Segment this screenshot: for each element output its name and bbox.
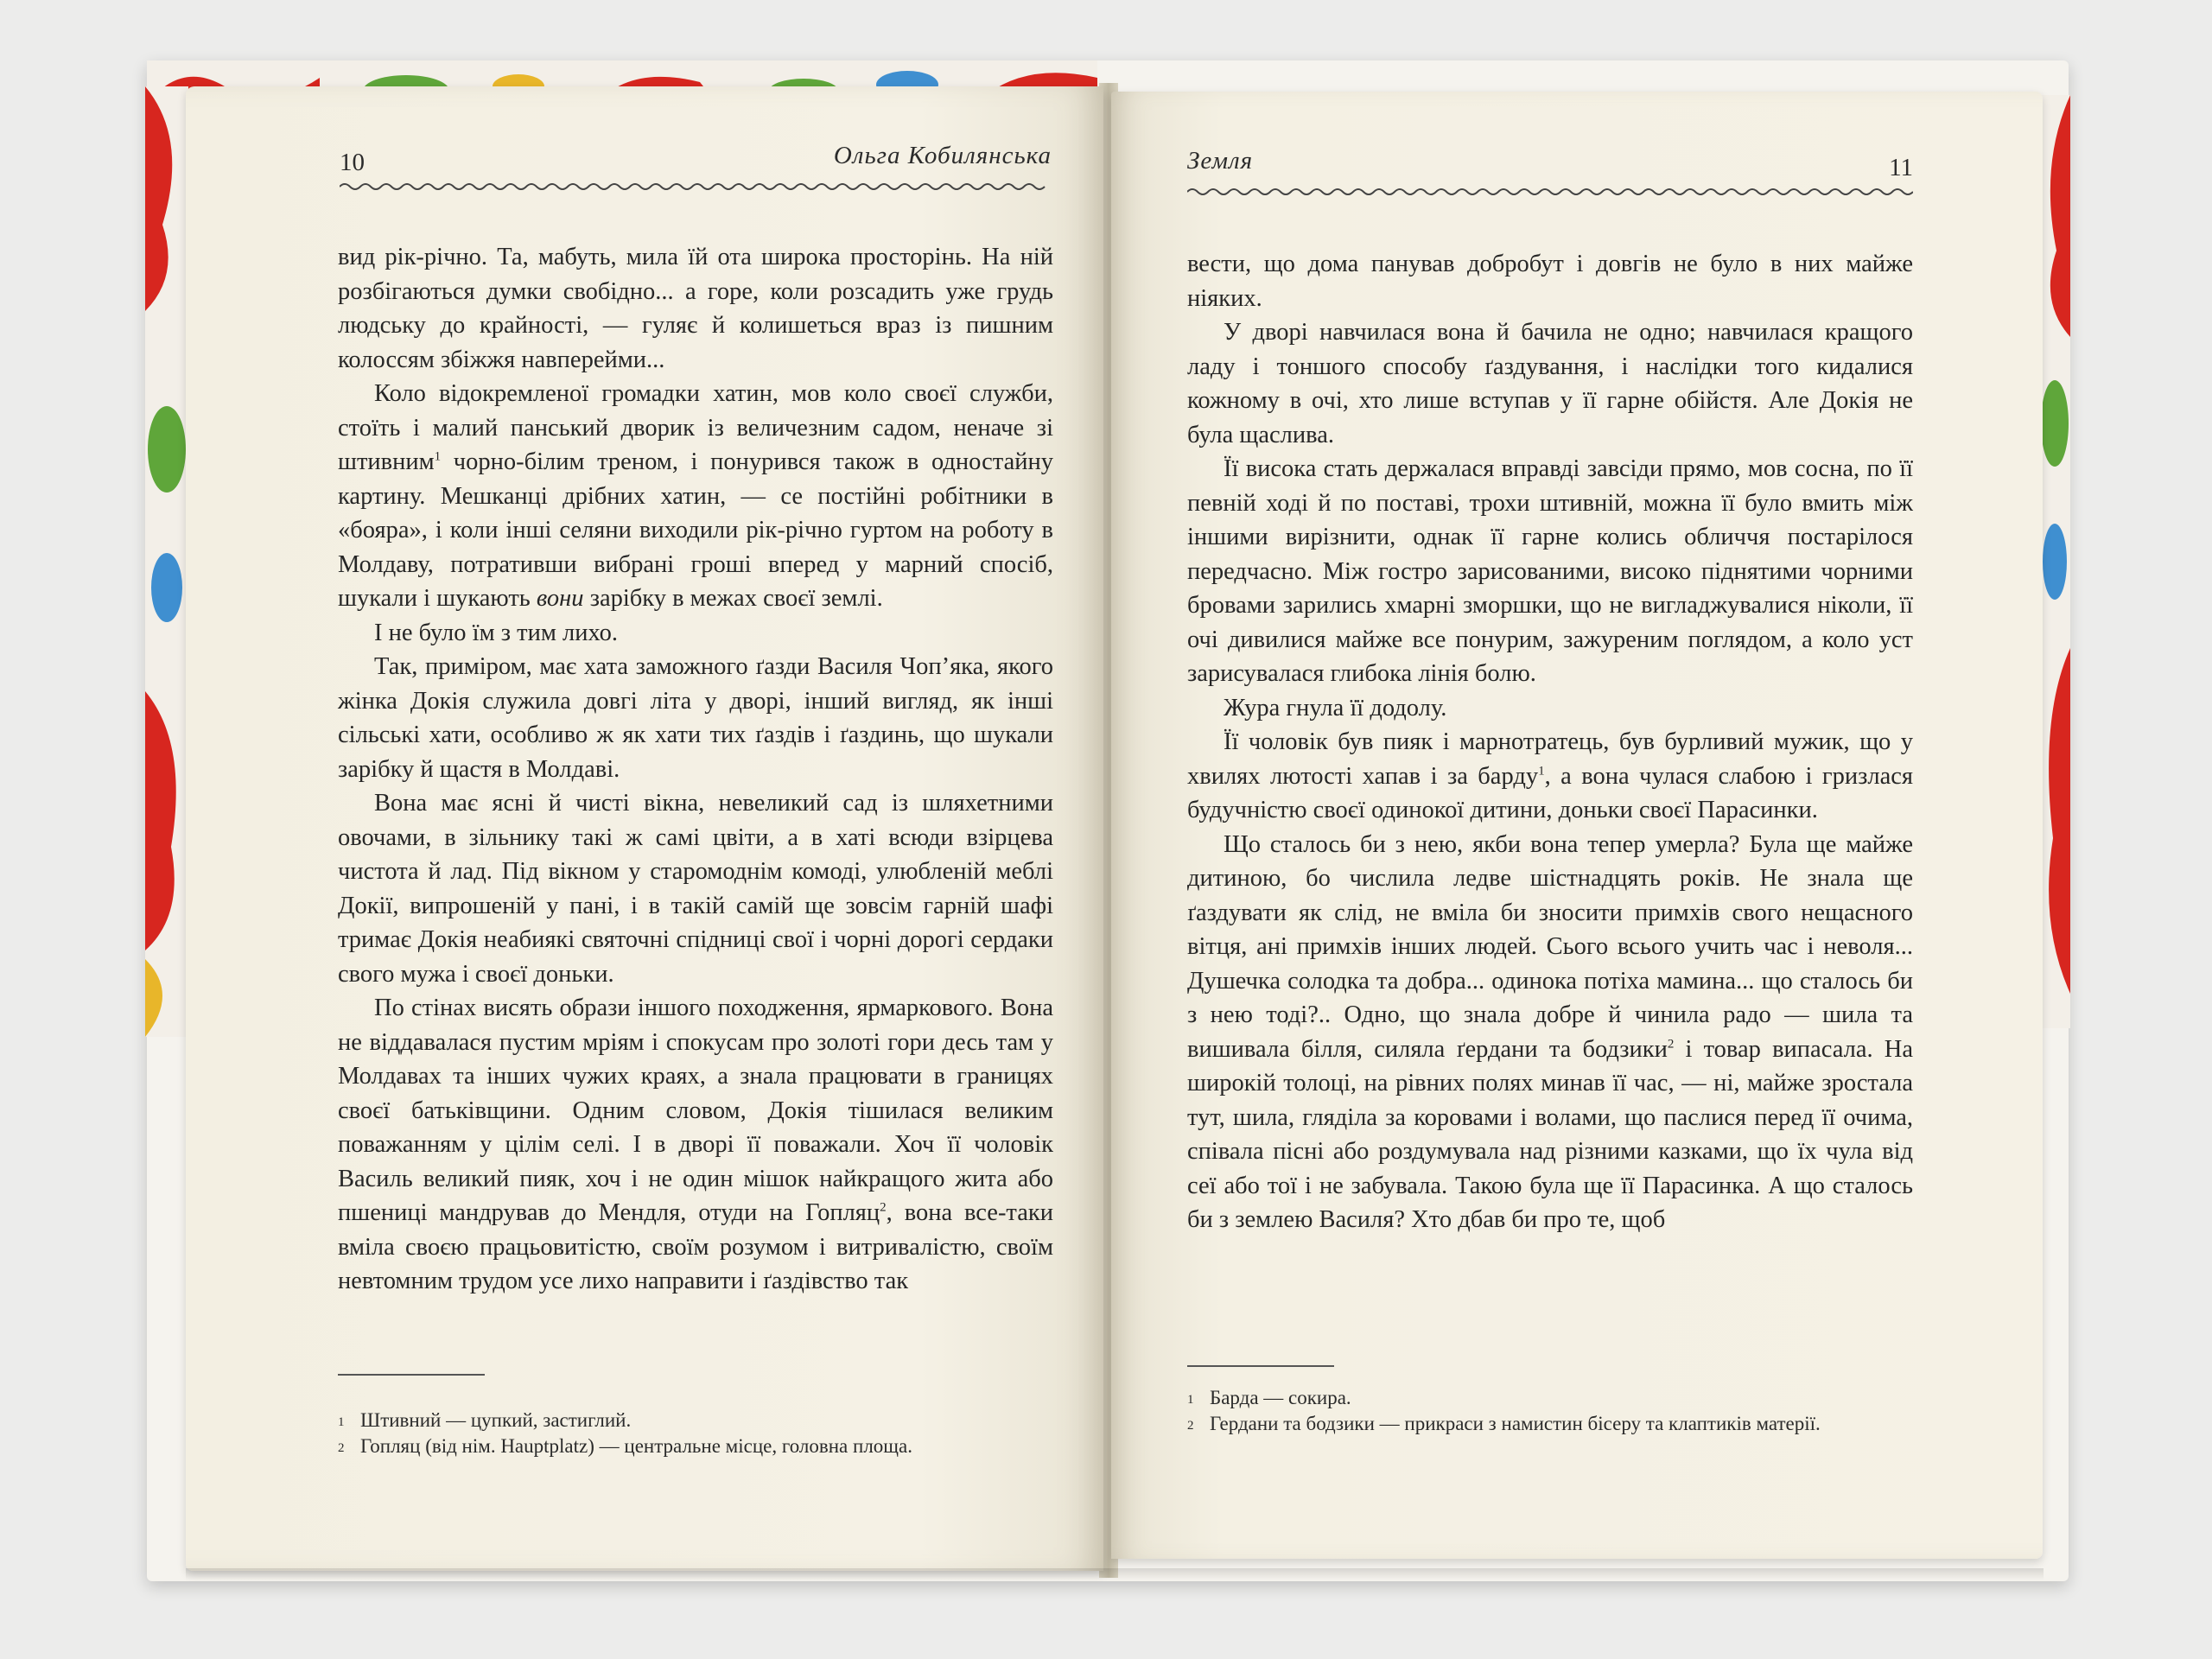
left-footnotes: [338, 1408, 1055, 1460]
footnote-mark: 2: [1187, 1419, 1194, 1433]
right-running-title: Земля: [1187, 147, 1254, 175]
paragraph: Коло відокремленої громадки хатин, мов коло своєї служби, стоїть і малий панський дворик із величезним садом, неначе зі штивним$^1$ чорно-білим треном, і понурився також в одностайну картину. Мешканці дрібних хатин, — се постійні робітники в «бояра», і коли інші селяни виходили рік-річно гуртом на роботу в Молдаву, потративши вибрані гроші вперед у марний спосіб, шукали і шукають вони зарібку в межах своєї землі.: [338, 380, 1053, 612]
left-page-header: [340, 138, 1052, 181]
paragraph: Її чоловік був пияк і марнотратець, був бурливий мужик, що у хвилях лютості хапав і за барду$^1$, а вона чулася слабою і гризлася будучністю своєї одинокої дитини, доньки своєї Парасинки.: [1187, 728, 1913, 823]
footnote-text: Штивний — цупкий, застиглий.: [360, 1409, 632, 1431]
right-page: [1111, 92, 2043, 1559]
left-running-title: Ольга Кобилянська: [833, 142, 1052, 169]
right-page-header: [1187, 143, 1913, 187]
footnote: [1187, 1412, 1913, 1438]
paragraph: Так, приміром, має хата заможного ґазди Василя Чоп’яка, якого жінка Докія служила довгі літа у дворі, інший вигляд, як інші сільські хати, особливо ж як хати тих ґаздів і ґаздинь, що шукали зарібку й щастя в Молдаві.: [338, 653, 1053, 783]
paragraph: вести, що дома панував добробут і довгів не було в них майже ніяких.: [1187, 251, 1913, 312]
paragraph: Жура гнула її додолу.: [1224, 694, 1447, 721]
paragraph: І не було їм з тим лихо.: [374, 619, 618, 646]
right-page-body: [1187, 247, 1913, 1237]
paragraph: По стінах висять образи іншого походження, ярмаркового. Вона не віддавалася пустим мріям і спокусам про золоті гори десь там у Молдавах та інших чужих краях, а знала працювати в границях своєї батьківщини. Одним словом, Докія тішилася великим поважанням у цілім селі. І в дворі її поважали. Хоч її чоловік Василь великий пияк, хоч і не один мішок найкращого жита або пшениці мандрував до Мендля, отуди на Гопляц$^2$, вона все-таки вміла своєю працьовитістю, своїм розумом і витривалістю, своїм невтомним трудом усе лихо направити і ґаздівство так: [338, 995, 1053, 1294]
left-page-body: [338, 240, 1053, 1299]
footnote-text: Барда — сокира.: [1210, 1387, 1351, 1408]
footnote: [338, 1408, 1055, 1434]
left-page: [186, 86, 1103, 1571]
footnote-text: Гердани та бодзики — прикраси з намистин бісеру та клаптиків матерії.: [1210, 1413, 1821, 1434]
paragraph: вид рік-річно. Та, мабуть, мила їй ота широка просторінь. На ній розбігаються думки свобідно... а горе, коли розсадить уже грудь людську до крайності, — гуляє й колишеться враз із пишним колоссям збіжжя навперейми...: [338, 244, 1053, 373]
right-footnote-rule: [1187, 1365, 1334, 1367]
left-header-wave-rule: [340, 180, 1052, 194]
footnote-mark: 1: [1187, 1393, 1194, 1407]
footnote-mark: 1: [338, 1415, 345, 1429]
paragraph: Вона має ясні й чисті вікна, невеликий сад із шляхетними овочами, в зільнику такі ж самі цвіти, а в хаті всюди взірцева чистота й лад. Під вікном у старомоднім комоді, улюбленій меблі Докії, випрошеній у пані, і в такій самій ще зовсім гарній шафі тримає Докія неабиякі святочні спідниці свої і чорні дорогі сердаки свого мужа і своєї доньки.: [338, 790, 1053, 988]
right-footnotes: [1187, 1386, 1913, 1438]
footnote: [338, 1434, 1055, 1460]
left-page-number: 10: [340, 149, 365, 176]
footnote-text: Гопляц (від нім. Hauptplatz) — центральне місце, головна площа.: [360, 1435, 912, 1457]
cover-floral-left: [145, 86, 188, 1037]
page-edge-shadow: [186, 1568, 2044, 1580]
paragraph: Що сталось би з нею, якби вона тепер умерла? Була ще майже дитиною, бо числила ледве шістнадцять років. Не знала ще ґаздувати як слід, не вміла би зносити примхів свого нещасного вітця, ані примхів інших людей. Сього всього учить час і неволя... Душечка солодка та добра... одинока потіха мамина... що сталось би з нею тоді?.. Одно, що знала добре й чинила радо — шила та вишивала білля, силяла ґердани та бодзики$^2$ і товар випасала. На широкій толоці, на рівних полях минав її час, — ні, майже зростала тут, шила, гляділа за коровами і волами, що паслися перед її очима, співала пісні або роздумувала над різними казками, що їх чула від сеї або тої і не забувала. Такою була ще її Парасинка. А що сталось би з землею Василя? Хто дбав би про те, щоб: [1187, 830, 1913, 1233]
paragraph: У дворі навчилася вона й бачила не одно; навчилася кращого ладу і тоншого способу ґаздування, і наслідки того кидалися кожному в очі, хто лише вступав у її гарне обійстя. Але Докія не була щаслива.: [1187, 319, 1913, 448]
right-page-number: 11: [1889, 154, 1913, 181]
left-footnote-rule: [338, 1374, 485, 1376]
footnote-mark: 2: [338, 1441, 345, 1455]
cover-floral-right: [2039, 95, 2070, 1028]
right-header-wave-rule: [1187, 185, 1913, 199]
footnote: [1187, 1386, 1913, 1412]
paragraph: Її висока стать держалася вправді завсіди прямо, мов сосна, по її певній ході й по поставі, трохи штивній, можна її було вмить між іншими вирізнити, однак її гарне колись обличчя постарілося передчасно. Між гостро зарисованими, високо піднятими чорними бровами зарились хмарні зморшки, що не вигладжувалися ніколи, її очі дивилися майже все понурим, зажуреним поглядом, а коло уст зарисувалася глибока лінія болю.: [1187, 455, 1913, 687]
